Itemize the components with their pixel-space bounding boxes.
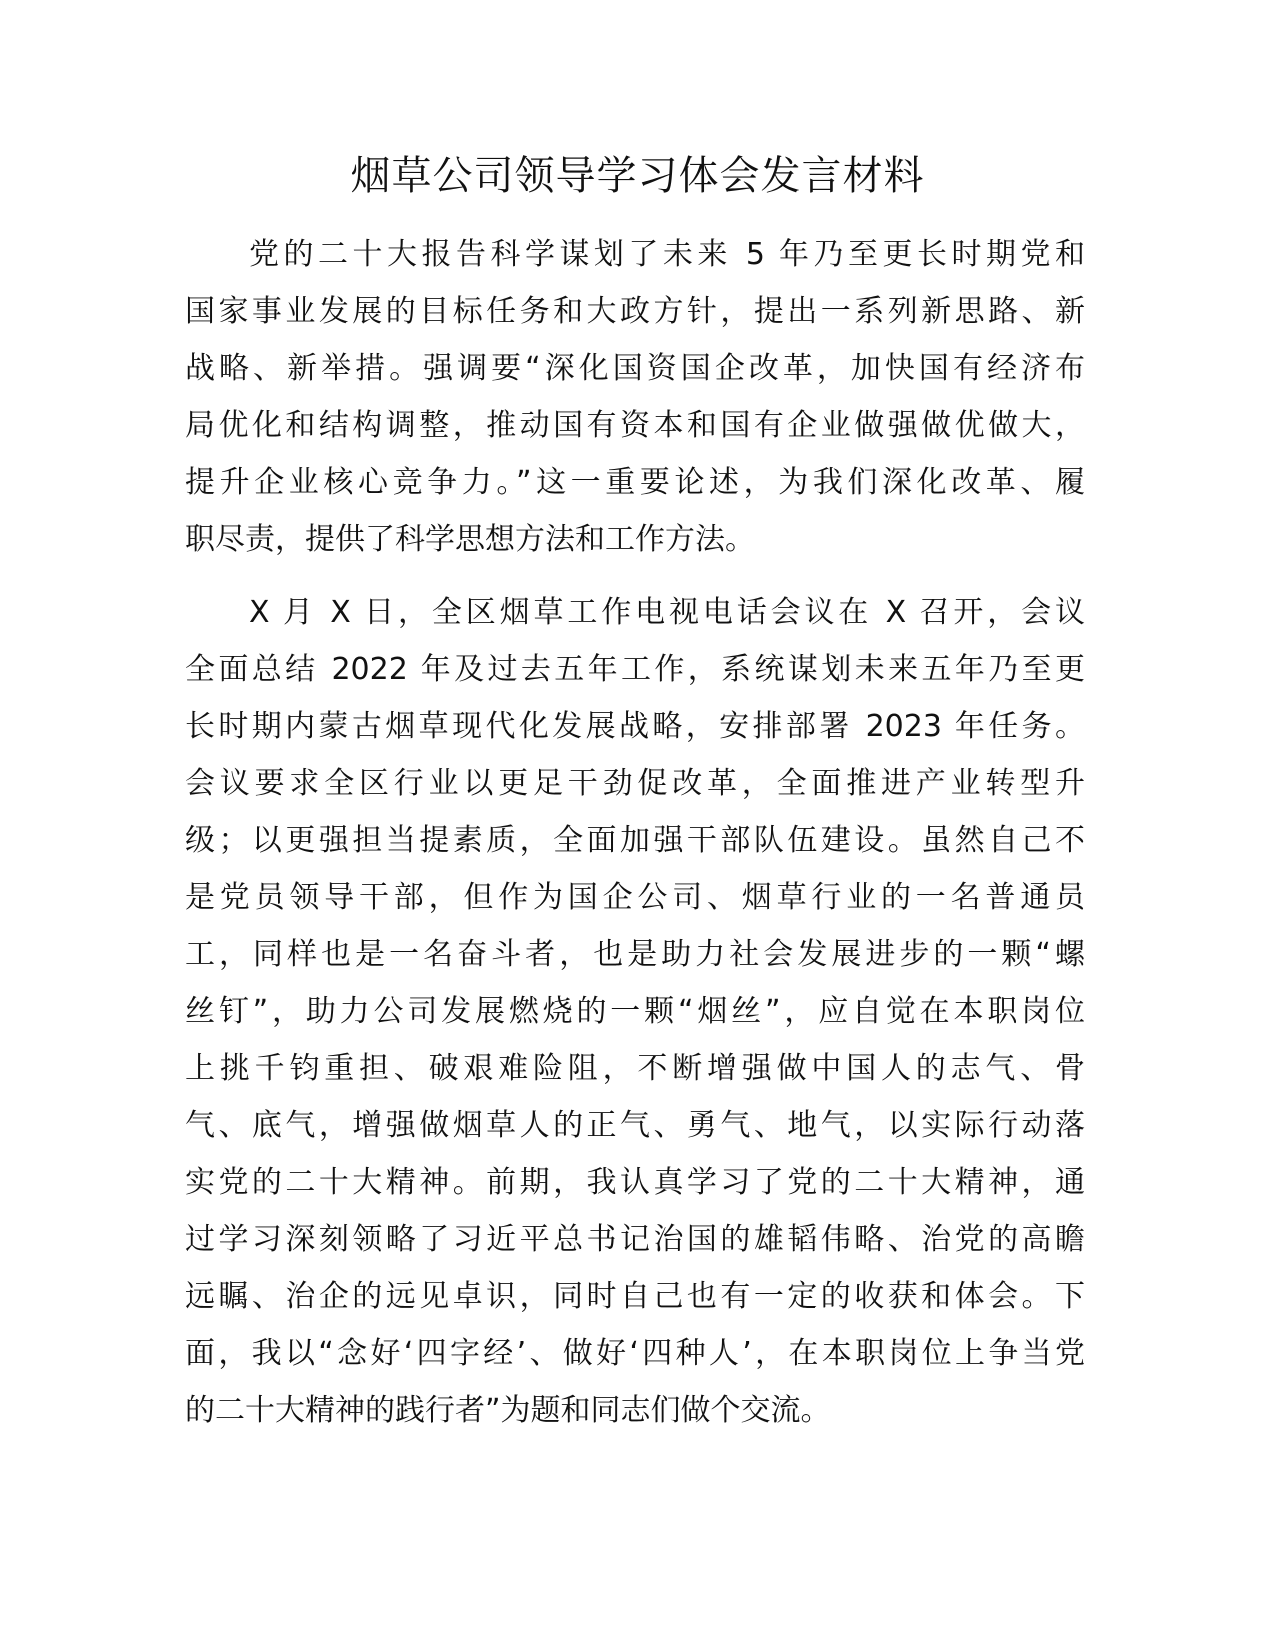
document-body	[185, 226, 1085, 1455]
paragraph-1	[185, 226, 1085, 568]
paragraph-line: 上挑千钧重担、破艰难险阻，不断增强做中国人的志气、骨	[185, 1051, 1085, 1086]
paragraph-line: X 月 X 日，全区烟草工作电视电话会议在 X 召开，会议	[249, 595, 1085, 630]
paragraph-2	[185, 584, 1085, 1439]
paragraph-line: 过学习深刻领略了习近平总书记治国的雄韬伟略、治党的高瞻	[185, 1222, 1085, 1257]
paragraph-line: 党的二十大报告科学谋划了未来 5 年乃至更长时期党和	[249, 237, 1085, 272]
paragraph-line: 工，同样也是一名奋斗者，也是助力社会发展进步的一颗“螺	[185, 937, 1085, 972]
paragraph-line: 职尽责，提供了科学思想方法和工作方法。	[185, 522, 755, 557]
paragraph-line: 气、底气，增强做烟草人的正气、勇气、地气，以实际行动落	[185, 1108, 1085, 1143]
paragraph-line: 局优化和结构调整，推动国有资本和国有企业做强做优做大，	[185, 408, 1085, 443]
document-title: 烟草公司领导学习体会发言材料	[350, 153, 925, 199]
paragraph-line: 级；以更强担当提素质，全面加强干部队伍建设。虽然自己不	[185, 823, 1085, 858]
paragraph-line: 面，我以“念好‘四字经’、做好‘四种人’，在本职岗位上争当党	[185, 1336, 1085, 1371]
paragraph-line: 国家事业发展的目标任务和大政方针，提出一系列新思路、新	[185, 294, 1085, 329]
paragraph-line: 是党员领导干部，但作为国企公司、烟草行业的一名普通员	[185, 880, 1085, 915]
paragraph-line: 全面总结 2022 年及过去五年工作，系统谋划未来五年乃至更	[185, 652, 1085, 687]
paragraph-line: 战略、新举措。强调要“深化国资国企改革，加快国有经济布	[185, 351, 1085, 386]
paragraph-line: 远瞩、治企的远见卓识，同时自己也有一定的收获和体会。下	[185, 1279, 1085, 1314]
paragraph-line: 长时期内蒙古烟草现代化发展战略，安排部署 2023 年任务。	[185, 709, 1085, 744]
paragraph-line: 实党的二十大精神。前期，我认真学习了党的二十大精神，通	[185, 1165, 1085, 1200]
paragraph-line: 的二十大精神的践行者”为题和同志们做个交流。	[185, 1393, 831, 1428]
paragraph-line: 提升企业核心竞争力。”这一重要论述，为我们深化改革、履	[185, 465, 1085, 500]
paragraph-line: 会议要求全区行业以更足干劲促改革，全面推进产业转型升	[185, 766, 1085, 801]
paragraph-line: 丝钉”，助力公司发展燃烧的一颗“烟丝”，应自觉在本职岗位	[185, 994, 1085, 1029]
